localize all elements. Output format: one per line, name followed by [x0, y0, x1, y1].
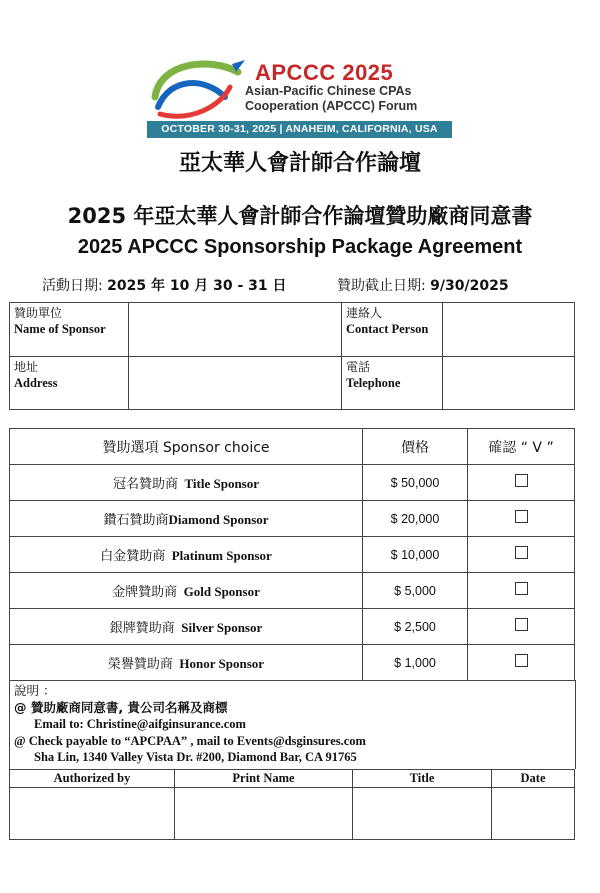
price-silver: $ 2,500 [363, 609, 468, 645]
confirm-checkbox-honor[interactable] [515, 654, 528, 667]
header-confirm: 確認 “ V ” [468, 429, 575, 465]
price-gold: $ 5,000 [363, 573, 468, 609]
event-date-label: 活動日期: [42, 278, 108, 294]
option-en: Silver Sponsor [181, 620, 263, 635]
option-zh: 鑽石贊助商 [103, 513, 169, 528]
table-row [10, 501, 575, 537]
option-en: Honor Sponsor [179, 656, 265, 671]
price-diamond: $ 20,000 [363, 501, 468, 537]
option-zh: 銀牌贊助商 [109, 621, 175, 636]
confirm-checkbox-title[interactable] [515, 474, 528, 487]
confirm-checkbox-gold[interactable] [515, 582, 528, 595]
confirm-checkbox-silver[interactable] [515, 618, 528, 631]
notes-mail-address: Sha Lin, 1340 Valley Vista Dr. #200, Diamond Bar, CA 91765 [34, 750, 357, 764]
page-title-zh: 2025 年亞太華人會計師合作論壇贊助廠商同意書 [67, 204, 533, 228]
forum-name-zh: 亞太華人會計師合作論壇 [178, 151, 421, 176]
contact-person-field[interactable] [443, 303, 575, 357]
table-row [10, 573, 575, 609]
sponsor-option-honor [10, 645, 363, 681]
event-date-value: 2025 年 10 月 30 - 31 日 [107, 278, 287, 294]
apccc-logo-swoosh [150, 52, 245, 122]
table-row [10, 537, 575, 573]
sponsor-name-label-zh: 贊助單位 [14, 306, 63, 320]
header-title: Title [353, 770, 492, 788]
logo-subtitle [245, 84, 445, 114]
confirm-cell [468, 537, 575, 573]
telephone-label-en: Telephone [346, 376, 401, 390]
price-platinum: $ 10,000 [363, 537, 468, 573]
price-title: $ 50,000 [363, 465, 468, 501]
print-name-field[interactable] [175, 788, 353, 840]
sponsor-name-field[interactable] [129, 303, 342, 357]
confirm-cell [468, 609, 575, 645]
logo-subtitle-line1: Asian-Pacific Chinese CPAs [245, 84, 412, 98]
contact-person-label [342, 303, 443, 357]
confirm-cell [468, 465, 575, 501]
telephone-label [342, 357, 443, 410]
sponsor-option-silver [10, 609, 363, 645]
header-date: Date [492, 770, 575, 788]
sponsor-option-gold [10, 573, 363, 609]
option-en: Title Sponsor [184, 476, 260, 491]
option-en: Diamond Sponsor [168, 512, 269, 527]
sponsor-info-table [9, 302, 575, 410]
option-zh: 白金贊助商 [100, 549, 166, 564]
telephone-field[interactable] [443, 357, 575, 410]
notes-check-payable: @ Check payable to “APCPAA” , mail to Events@dsginsures.com [14, 733, 366, 748]
contact-person-label-zh: 連絡人 [346, 306, 383, 320]
option-zh: 金牌贊助商 [112, 585, 178, 600]
notes-heading: 說明 ： [14, 683, 56, 698]
address-label-en: Address [14, 376, 58, 390]
header-sponsor-choice [10, 429, 363, 465]
confirm-cell [468, 501, 575, 537]
deadline-value: 9/30/2025 [430, 278, 509, 294]
sponsor-name-label [10, 303, 129, 357]
date-field[interactable] [492, 788, 575, 840]
logo-date-bar: OCTOBER 30-31, 2025 | ANAHEIM, CALIFORNIA, USA [147, 121, 452, 138]
table-row [10, 465, 575, 501]
option-zh: 冠名贊助商 [112, 477, 178, 492]
logo-title: APCCC 2025 [255, 60, 394, 85]
confirm-checkbox-platinum[interactable] [515, 546, 528, 559]
sponsor-choice-table [9, 428, 575, 681]
confirm-cell [468, 573, 575, 609]
telephone-label-zh: 電話 [346, 360, 371, 374]
signature-table [9, 769, 575, 840]
table-row [10, 609, 575, 645]
table-row [10, 645, 575, 681]
notes [14, 683, 366, 766]
price-honor: $ 1,000 [363, 645, 468, 681]
address-label [10, 357, 129, 410]
address-label-zh: 地址 [14, 360, 39, 374]
sponsor-option-diamond [10, 501, 363, 537]
confirm-cell [468, 645, 575, 681]
sponsor-option-title [10, 465, 363, 501]
option-en: Gold Sponsor [183, 584, 260, 599]
option-zh: 榮譽贊助商 [107, 657, 173, 672]
address-field[interactable] [129, 357, 342, 410]
deadline-label: 贊助截止日期: [337, 278, 431, 294]
confirm-checkbox-diamond[interactable] [515, 510, 528, 523]
header-price: 價格 [363, 429, 468, 465]
deadline-date [337, 275, 509, 295]
sponsor-option-platinum [10, 537, 363, 573]
contact-person-label-en: Contact Person [346, 322, 429, 336]
authorized-by-field[interactable] [10, 788, 175, 840]
header-print-name: Print Name [175, 770, 353, 788]
title-field[interactable] [353, 788, 492, 840]
logo-subtitle-line2: Cooperation (APCCC) Forum [245, 99, 418, 113]
page-title-en: 2025 APCCC Sponsorship Package Agreement [77, 236, 523, 258]
header-authorized-by: Authorized by [10, 770, 175, 788]
notes-line1: @ 贊助廠商同意書, 貴公司名稱及商標 [14, 699, 228, 715]
notes-email: Email to: Christine@aifginsurance.com [34, 717, 246, 731]
sponsor-name-label-en: Name of Sponsor [14, 322, 106, 336]
header-sponsor-choice-text: 贊助選項 Sponsor choice [102, 439, 270, 456]
option-en: Platinum Sponsor [171, 548, 272, 563]
event-date [42, 275, 287, 295]
